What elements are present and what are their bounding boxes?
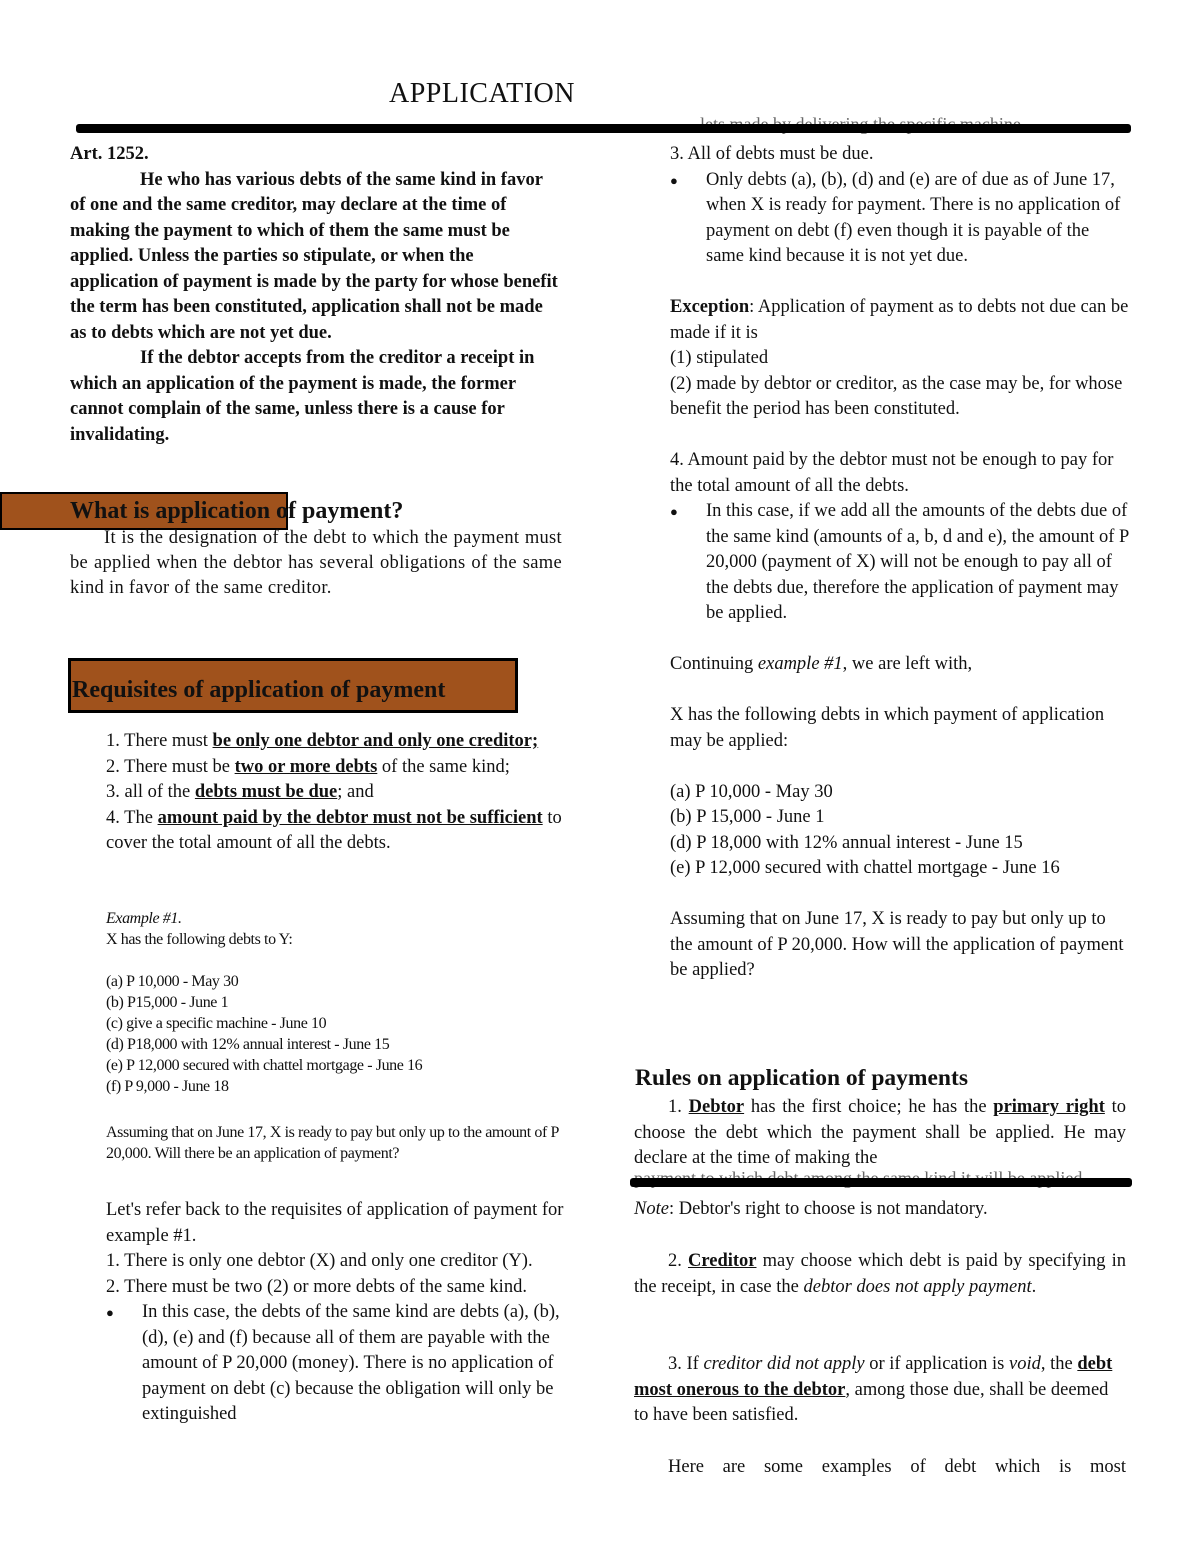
debt-item: (a) P 10,000 - May 30 bbox=[106, 973, 239, 990]
bullet-point: ● Only debts (a), (b), (d) and (e) are of due as of June 17, when X is ready for payment. There is no application of payment on debt (f) even though it is payable of the same kind because it is not yet due. bbox=[670, 168, 1130, 270]
rule-2: 2. Creditor may choose which debt is paid by specifying in the receipt, in case the debtor does not apply payment. bbox=[634, 1251, 1126, 1297]
debt-item: (e) P 12,000 secured with chattel mortgage - June 16 bbox=[106, 1057, 423, 1074]
refer-back: Let's refer back to the requisites of application of payment for example #1. bbox=[106, 1200, 564, 1246]
remaining-debt-list bbox=[670, 780, 1130, 882]
what-heading: What is application of payment? bbox=[70, 498, 404, 524]
refer-back-section bbox=[106, 1198, 564, 1428]
example-intro: X has the following debts to Y: bbox=[106, 931, 293, 948]
example-label: Example #1. bbox=[106, 910, 182, 927]
article-paragraph-2: If the debtor accepts from the creditor a receipt in which an application of the payment is made, the former cannot complain of the same, unless there is a cause for invalidating. bbox=[70, 348, 535, 445]
example-1 bbox=[106, 908, 566, 1164]
rule-1: 1. Debtor has the first choice; he has the primary right to choose the debt which the payment shall be applied. He may declare at the time of making the bbox=[634, 1097, 1126, 1168]
exception: Exception: Application of payment as to debts not due can be made if it is bbox=[670, 297, 1129, 343]
debt-item: (d) P18,000 with 12% annual interest - June 15 bbox=[106, 1036, 390, 1053]
page-title: APPLICATION bbox=[389, 78, 575, 109]
right-upper bbox=[670, 142, 1130, 984]
debt-item: (a) P 10,000 - May 30 bbox=[670, 781, 833, 802]
point-2: 2. There must be two (2) or more debts of the same kind. bbox=[106, 1276, 527, 1297]
debt-item: (b) P 15,000 - June 1 bbox=[670, 807, 825, 827]
point-1: 1. There is only one debtor (X) and only one creditor (Y). bbox=[106, 1251, 533, 1271]
requisites-heading: Requisites of application of payment bbox=[72, 677, 446, 703]
debt-item: (c) give a specific machine - June 10 bbox=[106, 1015, 327, 1032]
continuing: Continuing example #1, we are left with, bbox=[670, 654, 973, 674]
point-3: 3. All of debts must be due. bbox=[670, 144, 874, 164]
debt-item: (d) P 18,000 with 12% annual interest - June 15 bbox=[670, 832, 1023, 853]
exception-1: (1) stipulated bbox=[670, 348, 769, 368]
left-with: X has the following debts in which payment of application may be applied: bbox=[670, 705, 1105, 751]
debt-item: (b) P15,000 - June 1 bbox=[106, 994, 229, 1011]
requisite-2: 2. There must be two or more debts of the same kind; bbox=[106, 756, 510, 777]
examples-intro: Here are some examples of debt which is most bbox=[668, 1457, 1126, 1477]
article-1252 bbox=[70, 142, 562, 448]
debt-item: (f) P 9,000 - June 18 bbox=[106, 1078, 229, 1095]
requisite-3: 3. all of the debts must be due; and bbox=[106, 782, 374, 802]
requisites-list bbox=[106, 729, 562, 857]
point-4: 4. Amount paid by the debtor must not be enough to pay for the total amount of all the debts. bbox=[670, 450, 1114, 496]
article-label: Art. 1252. bbox=[70, 144, 149, 164]
what-definition: It is the designation of the debt to which the payment must be applied when the debtor has several obligations of the same kind in favor of the same creditor. bbox=[70, 528, 562, 598]
example-question: Assuming that on June 17, X is ready to pay but only up to the amount of P 20,000. Will there be an application of payment? bbox=[106, 1124, 559, 1162]
bullet-point: ● In this case, if we add all the amounts of the debts due of the same kind (amounts of a, b, d and e), the amount of P 20,000 (payment of X) will not be enough to pay all of the debts due, therefore the application of payment may be applied. bbox=[670, 499, 1130, 627]
requisite-4: 4. The amount paid by the debtor must not be sufficient to cover the total amount of all the debts. bbox=[106, 807, 562, 853]
rules-heading: Rules on application of payments bbox=[635, 1065, 968, 1091]
article-paragraph-1: He who has various debts of the same kind in favor of one and the same creditor, may declare at the time of making the payment to which of them the same must be applied. Unless the parties so stipulate, or when the application of payment is made by the party for whose benefit the term has been constituted, application shall not be made as to debts which are not yet due. bbox=[70, 169, 558, 343]
exception-2: (2) made by debtor or creditor, as the case may be, for whose benefit the period has been constituted. bbox=[670, 373, 1123, 419]
debt-item: (e) P 12,000 secured with chattel mortgage - June 16 bbox=[670, 858, 1060, 878]
rule-3: 3. If creditor did not apply or if application is void, the debt most onerous to the debtor, among those due, shall be deemed to have been satisfied. bbox=[634, 1354, 1113, 1425]
example-debt-list bbox=[106, 971, 566, 1097]
assumption: Assuming that on June 17, X is ready to pay but only up to the amount of P 20,000. How will the application of payment be applied? bbox=[670, 909, 1124, 980]
requisite-1: 1. There must be only one debtor and only one creditor; bbox=[106, 731, 539, 751]
section-divider bbox=[630, 1178, 1132, 1187]
top-divider bbox=[76, 124, 1131, 133]
bullet-point: ● In this case, the debts of the same kind are debts (a), (b), (d), (e) and (f) because all of them are payable with the amount of P 20,000 (money). There is no application of payment on debt (c) because the obligation will only be extinguished bbox=[106, 1300, 564, 1428]
note: Note: Debtor's right to choose is not mandatory. bbox=[634, 1199, 988, 1219]
